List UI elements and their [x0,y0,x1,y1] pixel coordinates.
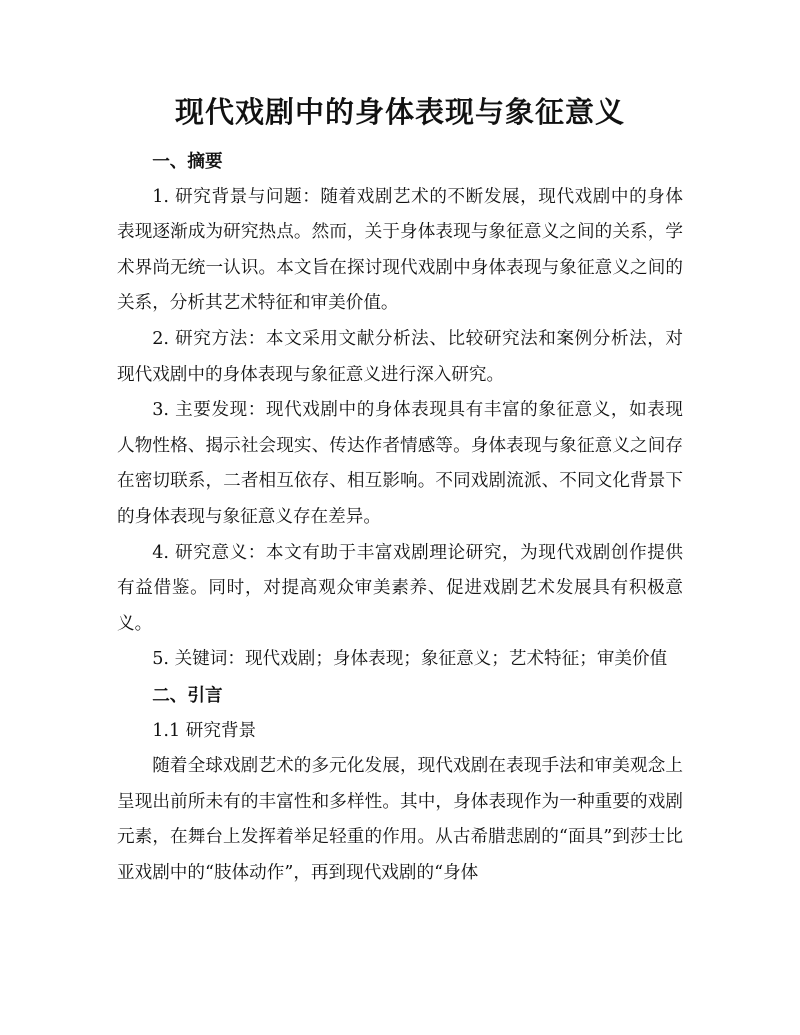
abstract-item-significance: 4. 研究意义：本文有助于丰富戏剧理论研究，为现代戏剧创作提供有益借鉴。同时，对提高观众审美素养、促进戏剧艺术发展具有积极意义。 [117,542,683,634]
abstract-item-method: 2. 研究方法：本文采用文献分析法、比较研究法和案例分析法，对现代戏剧中的身体表现与象征意义进行深入研究。 [117,328,683,385]
document-title: 现代戏剧中的身体表现与象征意义 [174,95,625,129]
intro-paragraph: 随着全球戏剧艺术的多元化发展，现代戏剧在表现手法和审美观念上呈现出前所未有的丰富性和多样性。其中，身体表现作为一种重要的戏剧元素，在舞台上发挥着举足轻重的作用。从古希腊悲剧的“面具”到莎士比亚戏剧中的“肢体动作”，再到现代戏剧的“身体 [117,756,683,883]
abstract-item-findings: 3. 主要发现：现代戏剧中的身体表现具有丰富的象征意义，如表现人物性格、揭示社会现实、传达作者情感等。身体表现与象征意义之间存在密切联系，二者相互依存、相互影响。不同戏剧流派、不同文化背景下的身体表现与象征意义存在差异。 [117,400,683,527]
abstract-heading: 一、摘要 [152,151,223,172]
document-body [117,144,683,891]
abstract-item-keywords: 5. 关键词：现代戏剧；身体表现；象征意义；艺术特征；审美价值 [152,649,668,670]
intro-heading: 二、引言 [152,684,223,706]
intro-subheading: 1.1 研究背景 [152,720,257,741]
abstract-item-background: 1. 研究背景与问题：随着戏剧艺术的不断发展，现代戏剧中的身体表现逐渐成为研究热点。然而，关于身体表现与象征意义之间的关系，学术界尚无统一认识。本文旨在探讨现代戏剧中身体表现与象征意义之间的关系，分析其艺术特征和审美价值。 [117,186,683,314]
